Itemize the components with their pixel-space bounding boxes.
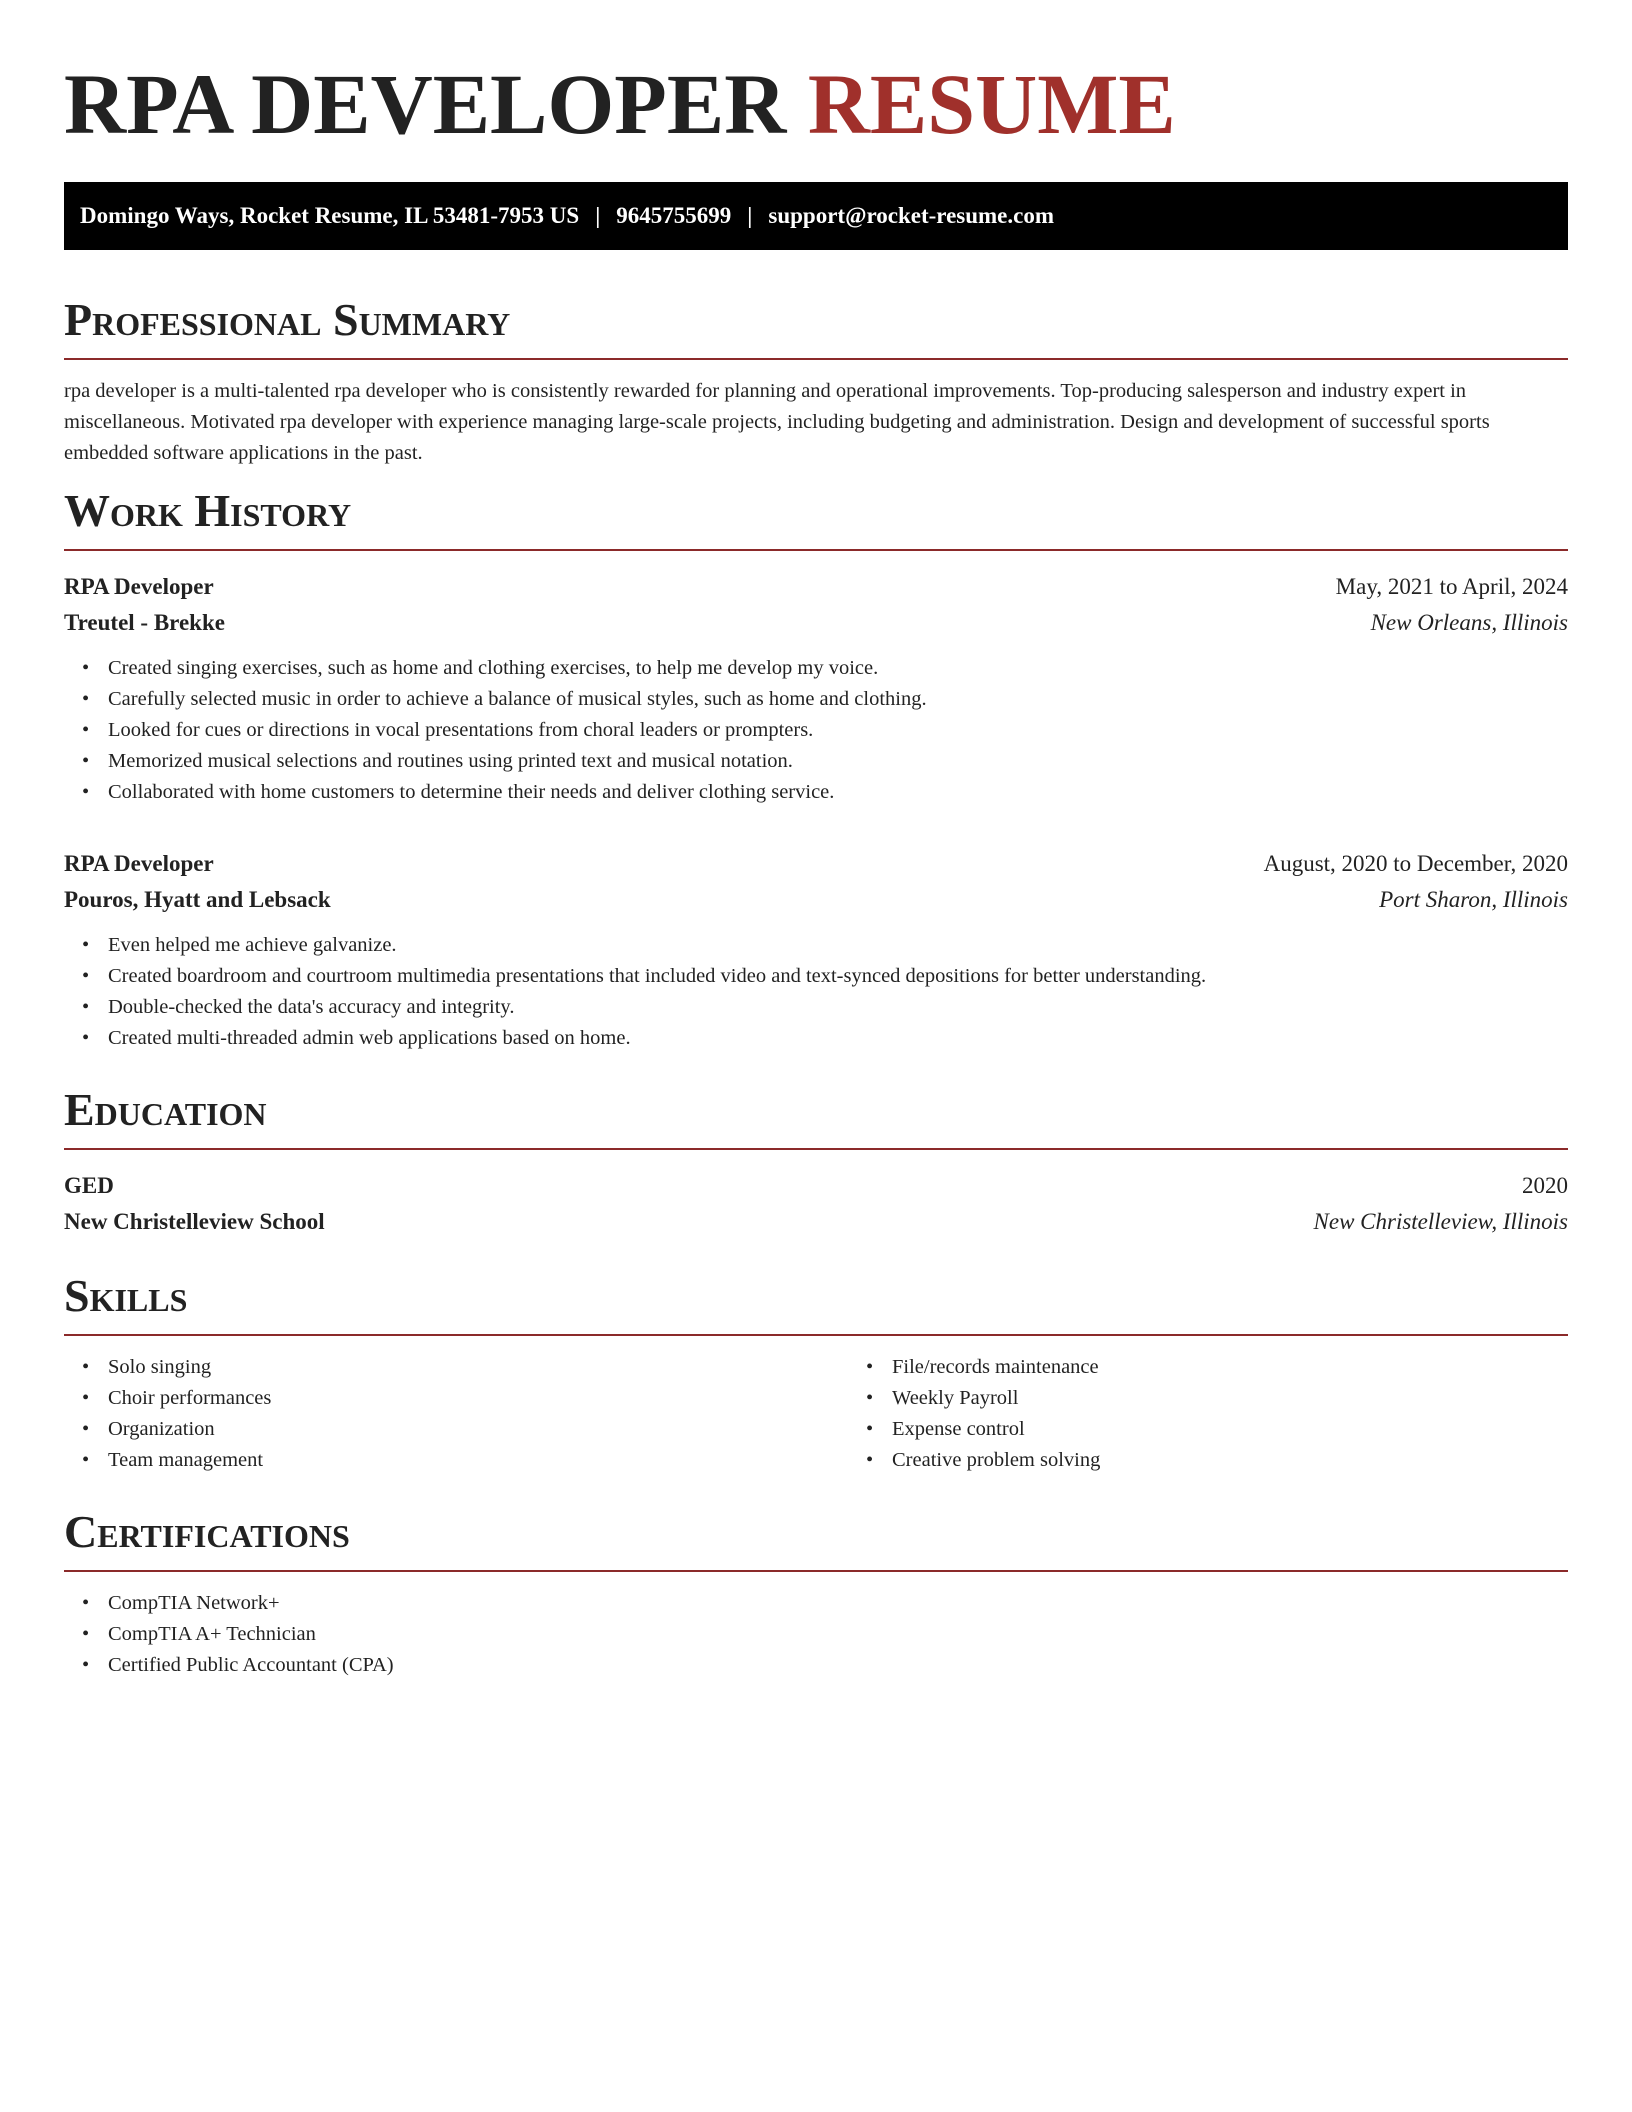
job-bullet: • Looked for cues or directions in vocal presentations from choral leaders or prompters. (108, 715, 1568, 746)
section-divider (64, 1148, 1568, 1150)
job-company-row (64, 882, 1568, 918)
summary-section (64, 294, 1568, 469)
job-company: Treutel - Brekke (64, 610, 225, 635)
summary-text: rpa developer is a multi-talented rpa developer who is consistently rewarded for planning and operational improvements. Top-producing salesperson and industry expert in miscellaneous. Motivated rpa developer with experience managing large-scale projects, including budgeting and administration. Design and development of successful sports embedded software applications in the past. (64, 380, 1490, 464)
section-heading-skills: Skills (64, 1270, 188, 1321)
job-header-row (64, 846, 1568, 882)
resume-title-accent: RESUME (807, 56, 1176, 152)
certifications-list (64, 1588, 1568, 1681)
job-bullet: • Carefully selected music in order to achieve a balance of musical styles, such as home and clothing. (108, 684, 1568, 715)
education-degree-row (64, 1168, 1568, 1204)
job-header-row (64, 569, 1568, 605)
resume-title-main: RPA DEVELOPER (64, 56, 787, 152)
certification-item: • CompTIA A+ Technician (108, 1619, 1568, 1650)
section-heading-education: Education (64, 1084, 267, 1135)
section-heading-certifications: Certifications (64, 1506, 350, 1557)
job-entry (64, 569, 1568, 808)
job-bullet: • Created boardroom and courtroom multimedia presentations that included video and text-synced depositions for better understanding. (108, 961, 1568, 992)
skill-item: • Organization (108, 1414, 848, 1445)
job-title: RPA Developer (64, 574, 214, 599)
skills-section (64, 1270, 1568, 1476)
job-company-row (64, 605, 1568, 641)
education-school: New Christelleview School (64, 1209, 325, 1234)
section-heading-work-history: Work History (64, 485, 352, 536)
job-bullets (64, 930, 1568, 1054)
skill-item: • File/records maintenance (892, 1352, 1100, 1383)
contact-bar (64, 182, 1568, 250)
education-entry (64, 1168, 1568, 1240)
education-location: New Christelleview, Illinois (1313, 1209, 1568, 1234)
skill-item: • Choir performances (108, 1383, 848, 1414)
contact-phone: 9645755699 (616, 203, 732, 228)
job-bullet: • Memorized musical selections and routines using printed text and musical notation. (108, 746, 1568, 777)
work-history-section (64, 485, 1568, 1054)
job-bullet: • Created multi-threaded admin web applications based on home. (108, 1023, 1568, 1054)
job-company: Pouros, Hyatt and Lebsack (64, 887, 331, 912)
skill-item: • Expense control (892, 1414, 1100, 1445)
section-heading-summary: Professional Summary (64, 294, 511, 345)
skill-item: • Creative problem solving (892, 1445, 1100, 1476)
section-divider (64, 358, 1568, 360)
resume-title (64, 58, 1568, 150)
contact-separator: | (747, 203, 753, 228)
certification-item: • Certified Public Accountant (CPA) (108, 1650, 1568, 1681)
certification-item: • CompTIA Network+ (108, 1588, 1568, 1619)
job-dates: August, 2020 to December, 2020 (1263, 851, 1568, 876)
certifications-section (64, 1506, 1568, 1681)
contact-address: Domingo Ways, Rocket Resume, IL 53481-7953 US (80, 203, 580, 228)
job-bullet: • Collaborated with home customers to determine their needs and deliver clothing service. (108, 777, 1568, 808)
job-entry (64, 846, 1568, 1054)
skill-item: • Team management (108, 1445, 848, 1476)
section-divider (64, 549, 1568, 551)
job-bullet: • Double-checked the data's accuracy and integrity. (108, 992, 1568, 1023)
skill-item: • Weekly Payroll (892, 1383, 1100, 1414)
job-bullet: • Created singing exercises, such as home and clothing exercises, to help me develop my voice. (108, 653, 1568, 684)
job-location: Port Sharon, Illinois (1379, 887, 1568, 912)
job-bullet: • Even helped me achieve galvanize. (108, 930, 1568, 961)
job-bullets (64, 653, 1568, 808)
job-title: RPA Developer (64, 851, 214, 876)
section-divider (64, 1570, 1568, 1572)
education-year: 2020 (1522, 1173, 1568, 1198)
contact-email: support@rocket-resume.com (768, 203, 1055, 228)
skills-grid (64, 1352, 1568, 1476)
education-school-row (64, 1204, 1568, 1240)
contact-separator: | (595, 203, 601, 228)
education-degree: GED (64, 1173, 114, 1198)
skills-column-left (64, 1352, 848, 1476)
skill-item: • Solo singing (108, 1352, 848, 1383)
job-location: New Orleans, Illinois (1370, 610, 1568, 635)
skills-column-right (848, 1352, 1100, 1476)
section-divider (64, 1334, 1568, 1336)
job-dates: May, 2021 to April, 2024 (1335, 574, 1568, 599)
education-section (64, 1084, 1568, 1240)
